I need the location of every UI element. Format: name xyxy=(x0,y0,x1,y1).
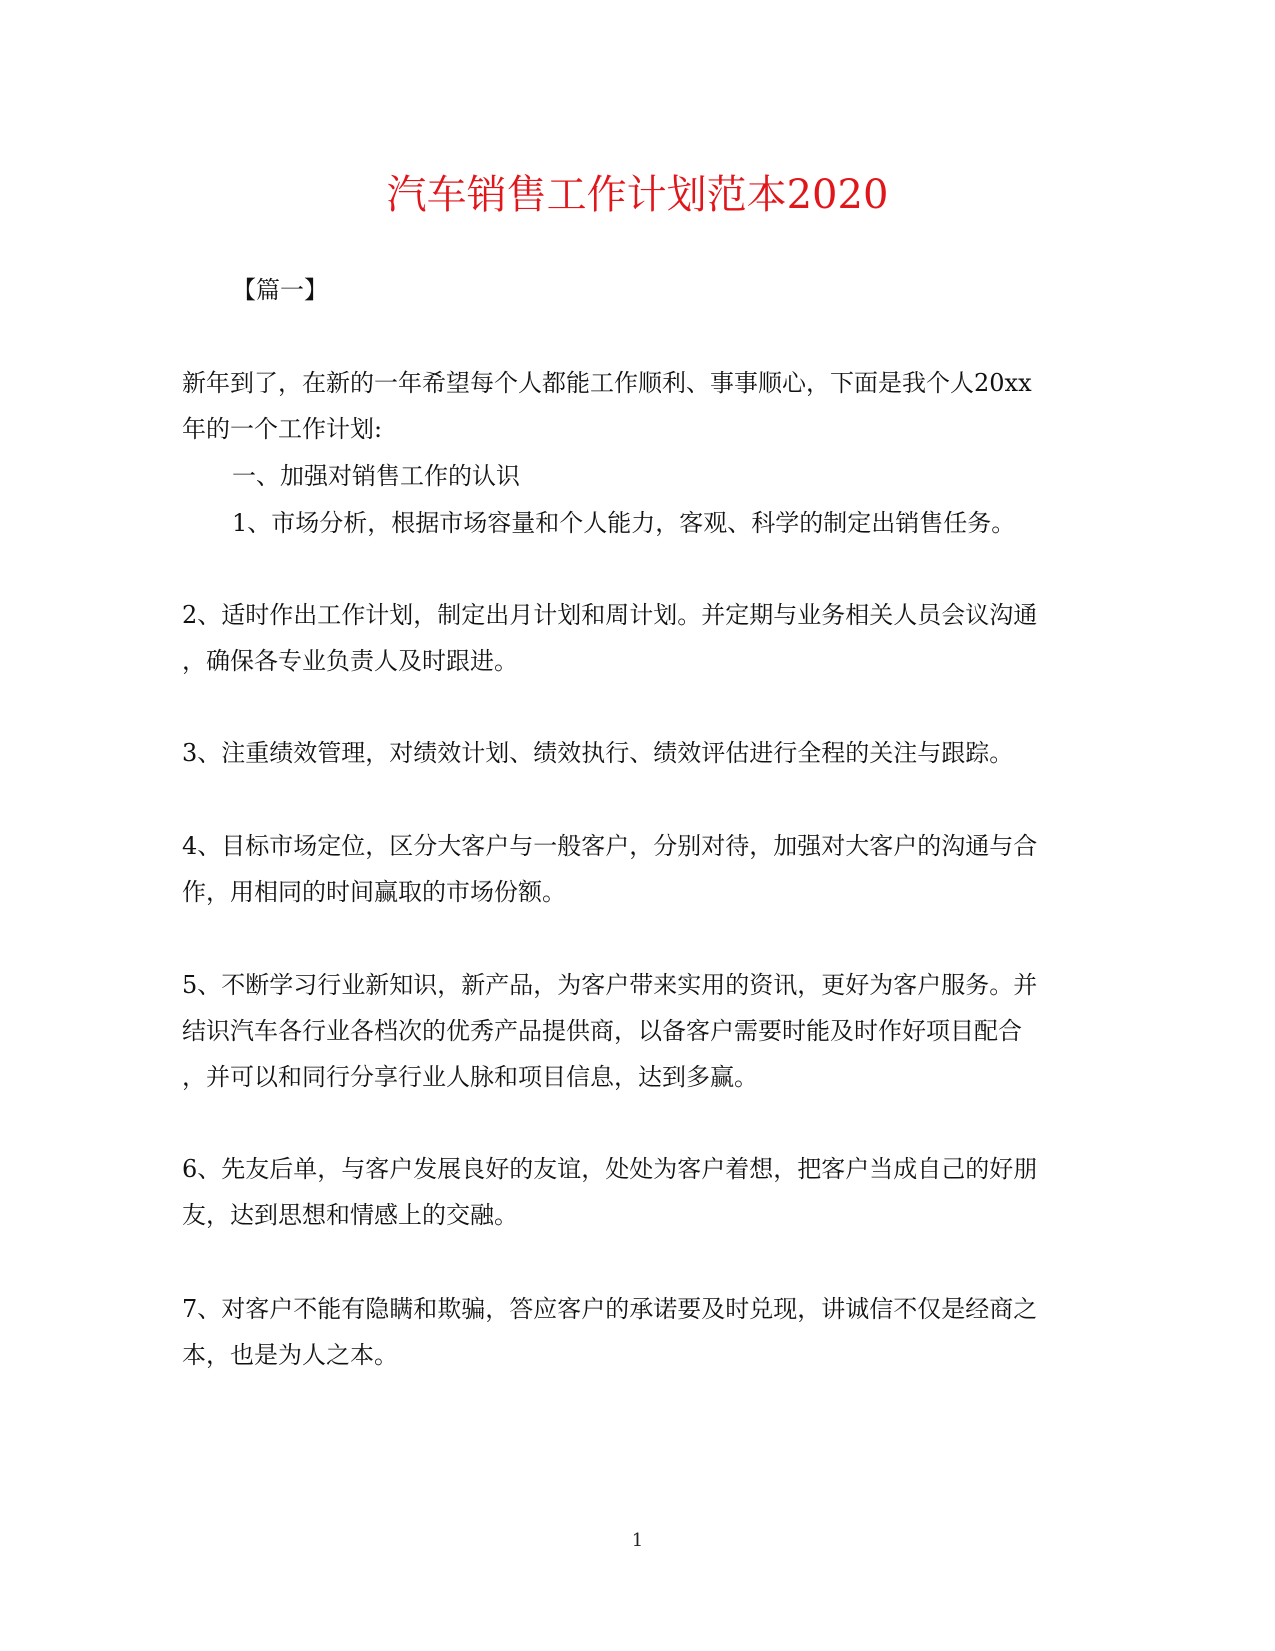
paragraph-line: 作，用相同的时间赢取的市场份额。 xyxy=(182,878,566,906)
paragraph-line: ，并可以和同行分享行业人脉和项目信息，达到多赢。 xyxy=(182,1063,758,1091)
paragraph-line: 友，达到思想和情感上的交融。 xyxy=(182,1201,518,1229)
paragraph-line: 3、注重绩效管理，对绩效计划、绩效执行、绩效评估进行全程的关注与跟踪。 xyxy=(182,739,1014,767)
section-heading: 一、加强对销售工作的认识 xyxy=(232,462,520,490)
paragraph-line: 年的一个工作计划: xyxy=(182,415,383,443)
paragraph-line: 5、不断学习行业新知识，新产品，为客户带来实用的资讯，更好为客户服务。并 xyxy=(182,971,1038,999)
paragraph-line: 本，也是为人之本。 xyxy=(182,1341,398,1369)
paragraph-line: 新年到了，在新的一年希望每个人都能工作顺利、事事顺心，下面是我个人20xx xyxy=(182,369,1032,397)
paragraph-line: ，确保各专业负责人及时跟进。 xyxy=(182,647,518,675)
page-number: 1 xyxy=(631,1530,644,1551)
paragraph-line: 2、适时作出工作计划，制定出月计划和周计划。并定期与业务相关人员会议沟通 xyxy=(182,601,1038,629)
section-label: 【篇一】 xyxy=(232,276,328,304)
paragraph-line: 1、市场分析，根据市场容量和个人能力，客观、科学的制定出销售任务。 xyxy=(232,509,1016,537)
paragraph-line: 4、目标市场定位，区分大客户与一般客户，分别对待，加强对大客户的沟通与合 xyxy=(182,832,1038,860)
document-title: 汽车销售工作计划范本2020 xyxy=(386,172,889,218)
paragraph-line: 7、对客户不能有隐瞒和欺骗，答应客户的承诺要及时兑现，讲诚信不仅是经商之 xyxy=(182,1295,1038,1323)
paragraph-line: 结识汽车各行业各档次的优秀产品提供商，以备客户需要时能及时作好项目配合 xyxy=(182,1017,1022,1045)
paragraph-line: 6、先友后单，与客户发展良好的友谊，处处为客户着想，把客户当成自己的好朋 xyxy=(182,1155,1038,1183)
